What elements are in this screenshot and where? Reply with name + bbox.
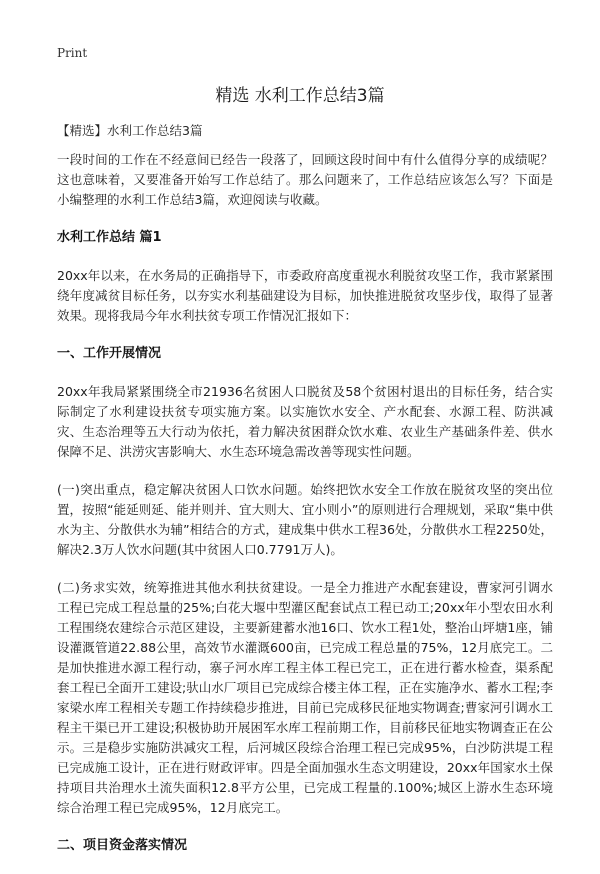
heading-funds: 二、项目资金落实情况 [57,838,188,853]
heading-work-progress: 一、工作开展情况 [57,346,162,361]
section-heading-1: 水利工作总结 篇1 [57,230,162,245]
document-body [57,150,553,874]
work-paragraph-1: 20xx年我局紧紧围绕全市21936名贫困人口脱贫及58个贫困村退出的目标任务，结合实际制定了水利建设扶贫专项实施方案。以实施饮水安全、产水配套、水源工程、防洪减灾、生态治理等五大行动为依托，着力解决贫困群众饮水难、农业生产基础条件差、供水保障不足、洪涝灾害影响大、水生态环境急需改善等现实性问题。 [57,384,553,459]
work-paragraph-2: (一)突出重点，稳定解决贫困人口饮水问题。始终把饮水安全工作放在脱贫攻坚的突出位置，按照“能延则延、能并则并、宜大则大、宜小则小”的原则进行合理规划，采取“集中供水为主、分散供水为辅”相结合的方式，建成集中供水工程36处，分散供水工程2250处，解决2.3万人饮水问题(其中贫困人口0.7791万人)。 [57,482,553,557]
intro-paragraph: 一段时间的工作在不经意间已经告一段落了，回顾这段时间中有什么值得分享的成绩呢？这也意味着，又要准备开始写工作总结了。那么问题来了，工作总结应该怎么写？下面是小编整理的水利工作总结3篇，欢迎阅读与收藏。 [57,152,553,207]
print-label: Print [57,46,88,60]
section1-paragraph: 20xx年以来，在水务局的正确指导下，市委政府高度重视水利脱贫攻坚工作，我市紧紧围绕年度减贫目标任务，以夯实水利基础建设为目标，加快推进脱贫攻坚步伐，取得了显著效果。现将我局今年水利扶贫专项工作情况汇报如下： [57,268,553,323]
document-title: 精选 水利工作总结3篇 [215,86,385,106]
document-subtitle: 【精选】水利工作总结3篇 [57,123,203,138]
work-paragraph-3: (二)务求实效，统筹推进其他水利扶贫建设。一是全力推进产水配套建设，曹家河引调水工程已完成工程总量的25%;白花大堰中型灌区配套试点工程已动工;20xx年小型农田水利工程围绕农建综合示范区建设，主要新建蓄水池16口、饮水工程1处，整治山坪塘1座，铺设灌溉管道22.88公里，高效节水灌溉600亩，已完成工程总量的75%，12月底完工。二是加快推进水源工程行动，寨子河水库工程主体工程已完工，正在进行蓄水检查，渠系配套工程已全面开工建设;驮山水厂项目已完成综合楼主体工程，正在实施净水、蓄水工程;李家梁水库工程相关专题工作持续稳步推进，目前已完成移民征地实物调查;曹家河引调水工程主干渠已开工建设;积极协助开展困军水库工程前期工作，目前移民征地实物调查正在公示。三是稳步实施防洪减灾工程，后河城区段综合治理工程已完成95%，白沙防洪堤工程已完成施工设计，正在进行财政评审。四是全面加强水生态文明建设，20xx年国家水土保持项目共治理水土流失面积12.8平方公里，已完成工程量的.100%;城区上游水生态环境综合治理工程已完成95%，12月底完工。 [57,580,553,815]
